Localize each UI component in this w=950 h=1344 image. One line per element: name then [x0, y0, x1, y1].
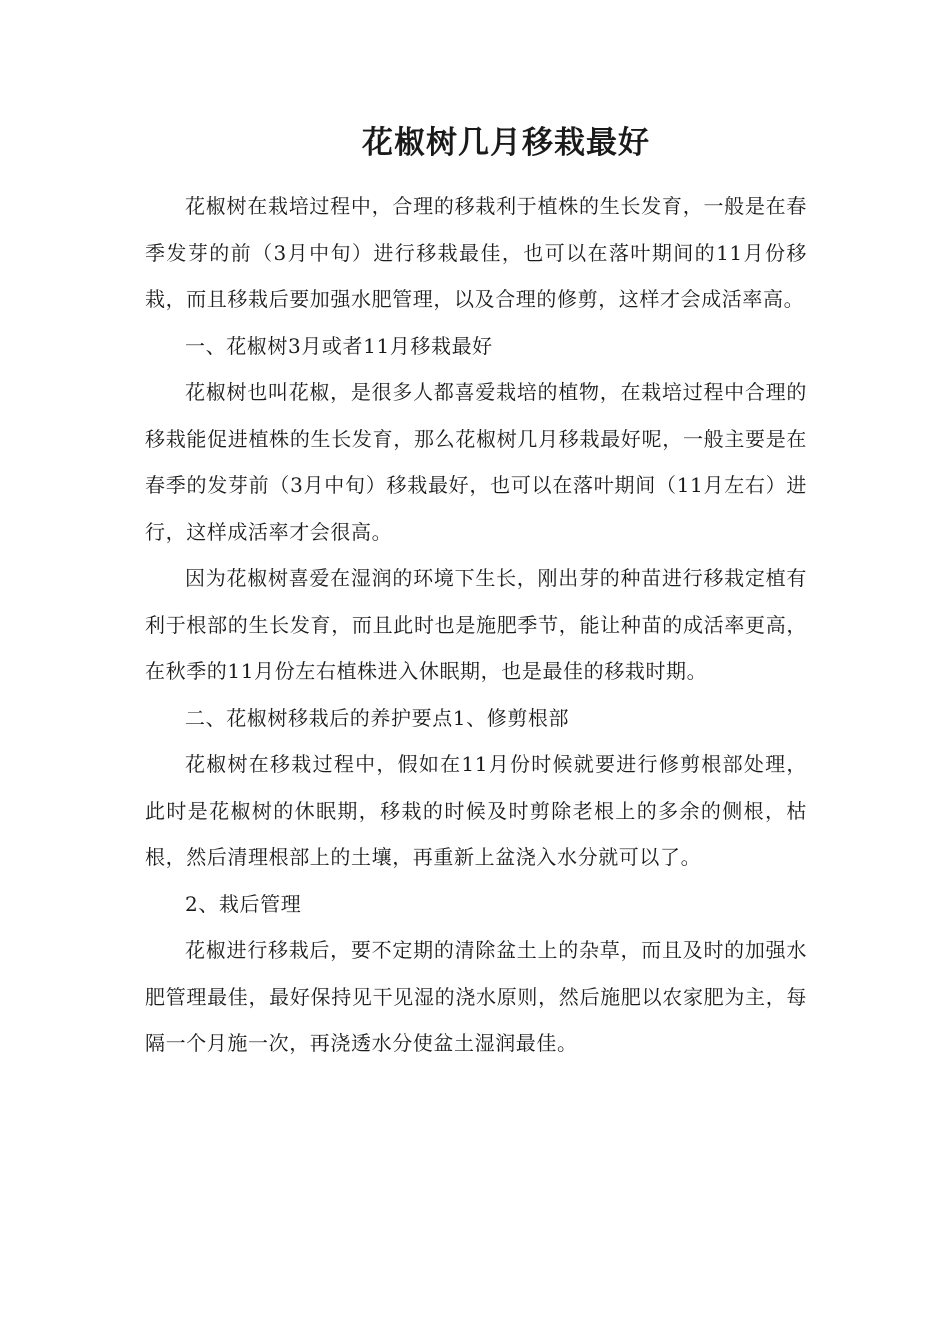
document-body — [145, 183, 807, 1067]
paragraph-intro: 花椒树在栽培过程中，合理的移栽利于植株的生长发育，一般是在春季发芽的前（3月中旬）进行移栽最佳，也可以在落叶期间的11月份移栽，而且移栽后要加强水肥管理，以及合理的修剪，这样才会成活率高。 — [145, 194, 807, 311]
section-heading-1: 一、花椒树3月或者11月移栽最好 — [185, 333, 493, 358]
paragraph-section1-b: 因为花椒树喜爱在湿润的环境下生长，刚出芽的种苗进行移栽定植有利于根部的生长发育，而且此时也是施肥季节，能让种苗的成活率更高，在秋季的11月份左右植株进入休眠期，也是最佳的移栽时期。 — [145, 566, 807, 683]
document-title: 花椒树几月移栽最好 — [362, 125, 650, 161]
subsection-heading-2: 2、栽后管理 — [185, 891, 302, 916]
paragraph-section2-b: 花椒进行移栽后，要不定期的清除盆土上的杂草，而且及时的加强水肥管理最佳，最好保持见干见湿的浇水原则，然后施肥以农家肥为主，每隔一个月施一次，再浇透水分使盆土湿润最佳。 — [145, 938, 807, 1055]
section-heading-2: 二、花椒树移栽后的养护要点1、修剪根部 — [185, 705, 570, 730]
paragraph-section2-a: 花椒树在移栽过程中，假如在11月份时候就要进行修剪根部处理，此时是花椒树的休眠期，移栽的时候及时剪除老根上的多余的侧根，枯根，然后清理根部上的土壤，再重新上盆浇入水分就可以了。 — [145, 752, 807, 869]
paragraph-section1-a: 花椒树也叫花椒，是很多人都喜爱栽培的植物，在栽培过程中合理的移栽能促进植株的生长发育，那么花椒树几月移栽最好呢，一般主要是在春季的发芽前（3月中旬）移栽最好，也可以在落叶期间（11月左右）进行，这样成活率才会很高。 — [145, 380, 807, 544]
